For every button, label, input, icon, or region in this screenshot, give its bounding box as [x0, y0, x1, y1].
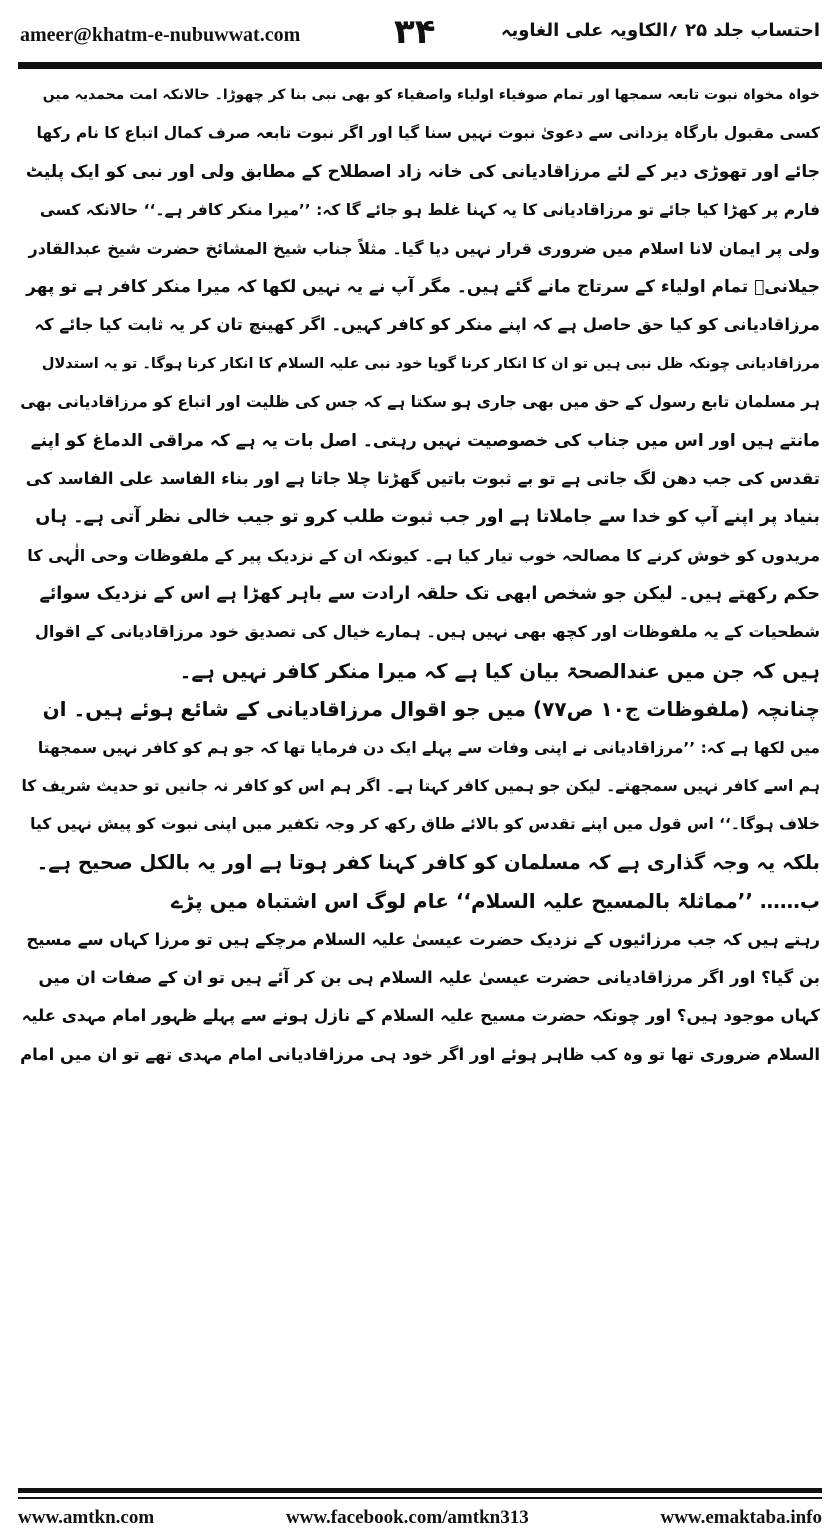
page-number: ۳۴: [394, 12, 436, 52]
text-line: چنانچہ (ملفوظات ج۱۰ ص۷۷) میں جو اقوال مرزاقادیانی کے شائع ہوئے ہیں۔ ان: [42, 697, 820, 722]
footer-link-emaktaba[interactable]: www.emaktaba.info: [660, 1507, 822, 1528]
text-line: جیلانیؒ تمام اولیاء کے سرتاج مانے گئے ہیں۔ مگر آپ نے یہ نہیں لکھا کہ میرا منکر کافر ہے تو پھر: [26, 276, 820, 297]
text-line: تقدس کی جب دھن لگ جاتی ہے تو بے ثبوت باتیں گھڑتا چلا جاتا ہے اور بناء الفاسد علی الفاسد کی: [25, 468, 820, 488]
header-email[interactable]: ameer@khatm-e-nubuwwat.com: [20, 24, 301, 46]
text-line: بنیاد پر اپنے آپ کو خدا سے جاملاتا ہے اور جب ثبوت طلب کرو تو جیب خالی نظر آتی ہے۔ ہاں: [35, 507, 820, 528]
text-line: میں لکھا ہے کہ: ’’مرزاقادیانی نے اپنی وفات سے پہلے ایک دن فرمایا تھا کہ جو ہم کو کافر نہیں سمجھتا: [37, 738, 820, 757]
text-line: السلام ضروری تھا تو وہ کب ظاہر ہوئے اور اگر خود ہی مرزاقادیانی امام مہدی تھے تو ان میں امام: [20, 1044, 820, 1064]
footer-link-amtkn[interactable]: www.amtkn.com: [18, 1507, 155, 1528]
text-line: کسی مقبول بارگاہ یزدانی سے دعویٰ نبوت نہیں سنا گیا اور اگر نبوت تابعہ صرف کمال اتباع کا نام رکھا: [36, 124, 820, 143]
footer-rule-thick: [18, 1488, 822, 1493]
page-header: [18, 14, 822, 54]
text-line: مرزاقادیانی کو کیا حق حاصل ہے کہ اپنے منکر کو کافر کہیں۔ اگر کھینچ تان کر یہ ثابت کیا جائے کہ: [34, 315, 820, 335]
text-line: ہم اسے کافر نہیں سمجھتے۔ لیکن جو ہمیں کافر کہتا ہے۔ اگر ہم اس کو کافر نہ جانیں تو حدیث شریف کا: [21, 777, 820, 796]
text-line: بلکہ یہ وجہ گذاری ہے کہ مسلمان کو کافر کہنا کفر ہوتا ہے اور یہ بالکل صحیح ہے۔: [36, 850, 820, 874]
text-line: کہاں موجود ہیں؟ اور چونکہ حضرت مسیح علیہ السلام کے نازل ہونے سے پہلے ظہور امام مہدی علیہ: [21, 1006, 820, 1026]
text-line: [20, 1074, 820, 1112]
section-heading-line: ب…… ’’مماثلۃ بالمسیح علیہ السلام‘‘ عام لوگ اس اشتباہ میں پڑے: [170, 889, 820, 914]
text-line: خلاف ہوگا۔‘‘ اس قول میں اپنے تقدس کو بالائے طاق رکھ کر وجہ تکفیر میں اپنی نبوت کو پیش نہیں کیا: [30, 815, 820, 834]
text-line: فارم پر کھڑا کیا جائے تو مرزاقادیانی کا یہ کہنا غلط ہو جائے گا کہ: ’’میرا منکر کافر ہے۔‘‘ حالانکہ کسی: [39, 201, 820, 220]
text-line: مریدوں کو خوش کرنے کا مصالحہ خوب تیار کیا ہے۔ کیونکہ ان کے نزدیک پیر کے ملفوظات وحی الٰہی کا: [27, 545, 820, 565]
text-line: شطحیات کے یہ ملفوظات اور کچھ بھی نہیں ہیں۔ ہمارے خیال کی تصدیق خود مرزاقادیانی کے اقوال: [35, 622, 820, 642]
text-line: ہر مسلمان تابع رسول کے حق میں بھی جاری ہو سکتا ہے کہ جس کی ظلیت اور اتباع کو مرزاقادیانی بھی: [20, 393, 820, 412]
text-line: مانتے ہیں اور اس میں جناب کی خصوصیت نہیں رہتی۔ اصل بات یہ ہے کہ مراقی الدماغ کو اپنے: [30, 430, 820, 451]
footer-rule-thin: [18, 1497, 822, 1499]
text-line: مرزاقادیانی چونکہ ظل نبی ہیں تو ان کا انکار کرنا گویا خود نبی علیہ السلام کا انکار کرنا ہوگا۔ تو یہ استدلال: [41, 355, 820, 372]
book-title: احتساب جلد ۲۵ ؍الکاویہ علی الغاویہ: [500, 20, 820, 41]
page-body: [20, 76, 820, 1476]
page-footer: [18, 1503, 822, 1533]
text-line: ہیں کہ جن میں عندالصحۃ بیان کیا ہے کہ میرا منکر کافر نہیں ہے۔: [179, 658, 820, 683]
text-line: حکم رکھتے ہیں۔ لیکن جو شخص ابھی تک حلقہ ارادت سے باہر کھڑا ہے اس کے نزدیک سوائے: [39, 584, 820, 605]
header-rule: [18, 62, 822, 69]
text-line: رہتے ہیں کہ جب مرزائیوں کے نزدیک حضرت عیسیٰ علیہ السلام مرچکے ہیں تو مرزا کہاں سے مسیح: [26, 929, 820, 949]
text-line: ولی پر ایمان لانا اسلام میں ضروری قرار نہیں دیا گیا۔ مثلاً جناب شیخ المشائخ حضرت شیخ عبدالقادر: [28, 238, 820, 258]
text-line: خواہ مخواہ نبوت تابعہ سمجھا اور تمام صوفیاء اولیاء واصفیاء کو بھی نبی بنا کر چھوڑا۔ حالانکہ امت محمدیہ میں: [42, 87, 820, 103]
text-line: بن گیا؟ اور اگر مرزاقادیانی حضرت عیسیٰ علیہ السلام ہی بن کر آئے ہیں تو ان کے صفات ان میں: [38, 967, 820, 987]
text-line: جائے اور تھوڑی دیر کے لئے مرزاقادیانی کی خانہ زاد اصطلاح کے مطابق ولی اور نبی کو ایک پلیٹ: [25, 161, 820, 182]
footer-link-facebook[interactable]: www.facebook.com/amtkn313: [285, 1507, 529, 1528]
